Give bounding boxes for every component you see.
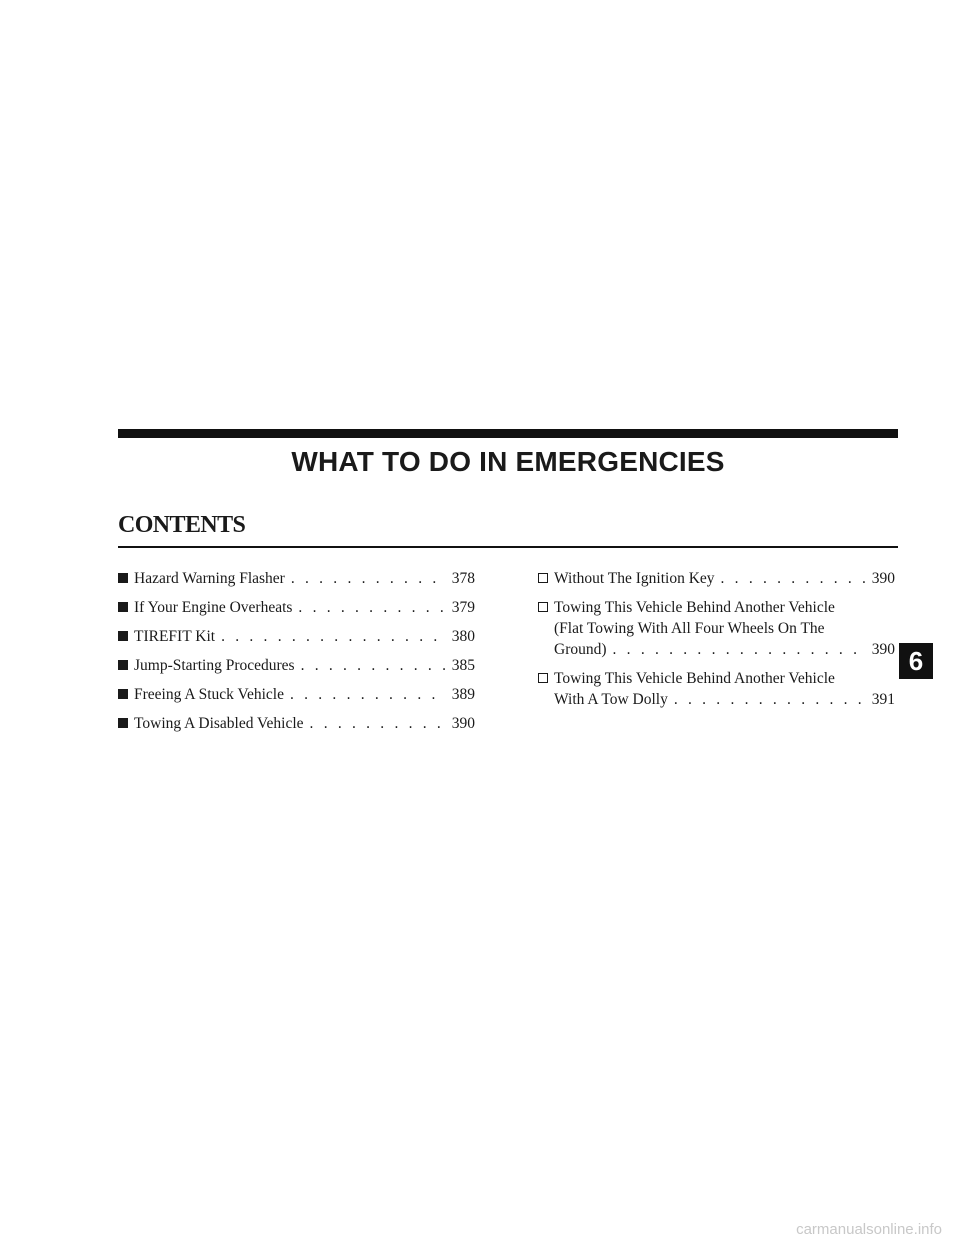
contents-heading: CONTENTS (118, 512, 246, 538)
toc-page-number: 390 (451, 715, 475, 732)
contents-rule (118, 546, 898, 548)
toc-left-column (118, 568, 475, 742)
toc-entry[interactable] (118, 597, 475, 618)
hollow-square-bullet-icon (538, 668, 554, 689)
dot-leader (291, 568, 446, 589)
hollow-square-bullet-icon (538, 597, 554, 618)
square-bullet-icon (118, 655, 134, 676)
toc-entry[interactable] (118, 568, 475, 589)
toc-subentry-label: Without The Ignition Key (554, 570, 715, 587)
dot-leader (613, 639, 866, 660)
toc-page-number: 379 (451, 599, 475, 616)
dot-leader (674, 689, 866, 710)
toc-page-number: 391 (871, 691, 895, 708)
toc-subentry[interactable] (538, 568, 895, 589)
square-bullet-icon (118, 568, 134, 589)
chapter-title: WHAT TO DO IN EMERGENCIES (291, 446, 725, 477)
square-bullet-icon (118, 713, 134, 734)
toc-page-number: 390 (871, 570, 895, 587)
toc-subentry[interactable] (538, 668, 895, 710)
toc-entry[interactable] (118, 626, 475, 647)
toc-subentry-label: Towing This Vehicle Behind Another Vehicle (554, 599, 835, 616)
toc-subentry-label: (Flat Towing With All Four Wheels On The (554, 620, 825, 637)
toc-subentry-label: With A Tow Dolly (554, 691, 668, 708)
toc-right-column (538, 568, 895, 718)
dot-leader (221, 626, 446, 647)
toc-entry-label: If Your Engine Overheats (134, 599, 293, 616)
toc-entry-label: Freeing A Stuck Vehicle (134, 686, 284, 703)
toc-entry-label: Hazard Warning Flasher (134, 570, 285, 587)
toc-page-number: 378 (451, 570, 475, 587)
square-bullet-icon (118, 684, 134, 705)
dot-leader (310, 713, 446, 734)
toc-page-number: 380 (451, 628, 475, 645)
toc-subentry-label: Towing This Vehicle Behind Another Vehicle (554, 670, 835, 687)
hollow-square-bullet-icon (538, 568, 554, 589)
toc-page-number: 390 (871, 641, 895, 658)
toc-entry[interactable] (118, 684, 475, 705)
dot-leader (298, 597, 445, 618)
dot-leader (721, 568, 866, 589)
toc-subentry[interactable] (538, 597, 895, 660)
dot-leader (290, 684, 446, 705)
toc-entry-label: TIREFIT Kit (134, 628, 216, 645)
toc-entry-label: Jump-Starting Procedures (134, 657, 295, 674)
toc-entry[interactable] (118, 655, 475, 676)
square-bullet-icon (118, 597, 134, 618)
toc-page-number: 385 (451, 657, 475, 674)
top-rule (118, 429, 898, 438)
watermark: carmanualsonline.info (796, 1221, 942, 1238)
toc-entry[interactable] (118, 713, 475, 734)
toc-entry-label: Towing A Disabled Vehicle (134, 715, 304, 732)
toc-subentry-label: Ground) (554, 641, 607, 658)
dot-leader (301, 655, 446, 676)
toc-page-number: 389 (451, 686, 475, 703)
section-tab: 6 (899, 643, 933, 679)
square-bullet-icon (118, 626, 134, 647)
